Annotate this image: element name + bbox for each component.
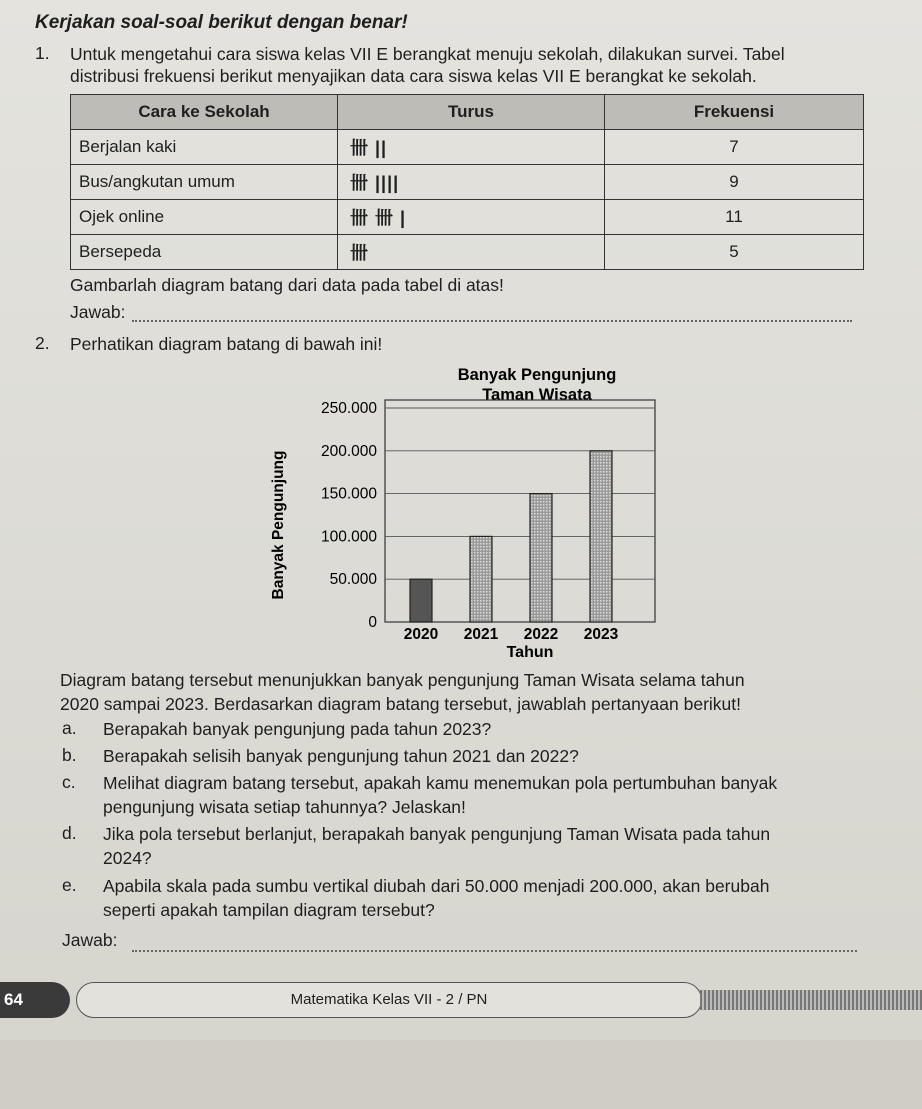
item-a-text: Berapakah banyak pengunjung pada tahun 2023? bbox=[103, 719, 492, 739]
x-tick-label: 2020 bbox=[403, 626, 439, 643]
bar bbox=[590, 451, 612, 622]
cell-frekuensi: 5 bbox=[605, 235, 864, 270]
bar bbox=[410, 579, 432, 622]
frequency-table bbox=[70, 94, 864, 270]
cell-cara-text: Ojek online bbox=[79, 207, 165, 226]
item-e-letter: e. bbox=[62, 875, 77, 895]
q2-desc-line2: 2020 sampai 2023. Berdasarkan diagram batang tersebut, jawablah pertanyaan berikut! bbox=[60, 694, 741, 714]
table-row bbox=[71, 130, 864, 165]
item-d-text-line1: Jika pola tersebut berlanjut, berapakah banyak pengunjung Taman Wisata pada tahun bbox=[103, 824, 771, 844]
chart-y-axis-label: Banyak Pengunjung bbox=[270, 450, 287, 600]
background-surface bbox=[0, 1040, 922, 1109]
bar bbox=[470, 536, 492, 622]
table-row bbox=[71, 235, 864, 270]
cell-turus: 卌 bbox=[338, 235, 605, 270]
q2-intro: Perhatikan diagram batang di bawah ini! bbox=[70, 334, 383, 354]
q1-number: 1. bbox=[35, 43, 50, 63]
cell-cara: Bersepeda bbox=[71, 235, 338, 270]
q2-answer-line[interactable] bbox=[132, 950, 857, 952]
y-tick-label: 250.000 bbox=[320, 400, 377, 417]
item-b-letter: b. bbox=[62, 745, 77, 765]
table-row bbox=[71, 165, 864, 200]
item-e-text-line1: Apabila skala pada sumbu vertikal diubah dari 50.000 menjadi 200.000, akan berubah bbox=[103, 876, 770, 896]
item-d-letter: d. bbox=[62, 823, 77, 843]
item-c-text-line2: pengunjung wisata setiap tahunnya? Jelaskan! bbox=[103, 797, 466, 817]
item-e-text-line2: seperti apakah tampilan diagram tersebut? bbox=[103, 900, 435, 920]
cell-frekuensi: 7 bbox=[605, 130, 864, 165]
item-c-letter: c. bbox=[62, 772, 76, 792]
y-tick-label: 0 bbox=[368, 614, 377, 631]
cell-turus: 卌 || bbox=[338, 130, 605, 165]
table-header-cara: Cara ke Sekolah bbox=[71, 95, 338, 130]
table-header-turus: Turus bbox=[338, 95, 605, 130]
y-tick-label: 150.000 bbox=[320, 485, 377, 503]
chart-plot-area bbox=[321, 400, 655, 643]
cell-cara: Berjalan kaki bbox=[71, 130, 338, 165]
q1-text-line2: distribusi frekuensi berikut menyajikan data cara siswa kelas VII E berangkat ke sekolah. bbox=[70, 66, 757, 86]
cell-cara: Bus/angkutan umum bbox=[71, 165, 338, 200]
cell-turus: 卌 |||| bbox=[338, 165, 605, 200]
item-a-letter: a. bbox=[62, 718, 77, 738]
item-c-text-line1: Melihat diagram batang tersebut, apakah kamu menemukan pola pertumbuhan banyak bbox=[103, 773, 778, 793]
cell-cara bbox=[71, 200, 338, 235]
bar-chart bbox=[255, 360, 685, 670]
chart-title-line1: Banyak Pengunjung bbox=[457, 366, 617, 384]
page-number: 64 bbox=[0, 982, 70, 1018]
y-tick-label: 50.000 bbox=[329, 571, 377, 589]
chart-x-axis-label: Tahun bbox=[506, 644, 554, 661]
cell-frekuensi: 11 bbox=[605, 200, 864, 235]
q2-answer-label: Jawab: bbox=[62, 930, 118, 950]
item-d-text-line2: 2024? bbox=[103, 848, 152, 868]
q2-desc-line1: Diagram batang tersebut menunjukkan banyak pengunjung Taman Wisata selama tahun bbox=[60, 670, 745, 690]
cell-frekuensi: 9 bbox=[605, 165, 864, 200]
x-tick-label: 2023 bbox=[583, 626, 619, 643]
q1-answer-label: Jawab: bbox=[70, 302, 126, 322]
bar bbox=[530, 494, 552, 622]
q1-instruction: Gambarlah diagram batang dari data pada tabel di atas! bbox=[70, 275, 504, 295]
x-tick-label: 2021 bbox=[463, 626, 499, 643]
q1-answer-line[interactable] bbox=[132, 320, 852, 322]
cell-turus: 卌 卌 | bbox=[338, 200, 605, 235]
y-tick-label: 100.000 bbox=[320, 528, 377, 546]
item-b-text: Berapakah selisih banyak pengunjung tahun 2021 dan 2022? bbox=[103, 746, 579, 766]
table-row bbox=[71, 200, 864, 235]
chart-title-line2: Taman Wisata bbox=[482, 386, 592, 404]
y-tick-label: 200.000 bbox=[320, 442, 377, 460]
book-title: Matematika Kelas VII - 2 / PN bbox=[76, 982, 702, 1018]
q1-text-line1: Untuk mengetahui cara siswa kelas VII E berangkat menuju sekolah, dilakukan survei. Tabel bbox=[70, 44, 785, 64]
q2-number: 2. bbox=[35, 333, 50, 353]
section-heading: Kerjakan soal-soal berikut dengan benar! bbox=[35, 12, 408, 33]
footer-decoration bbox=[700, 990, 922, 1010]
x-tick-label: 2022 bbox=[523, 626, 559, 643]
table-header-frekuensi: Frekuensi bbox=[605, 95, 864, 130]
